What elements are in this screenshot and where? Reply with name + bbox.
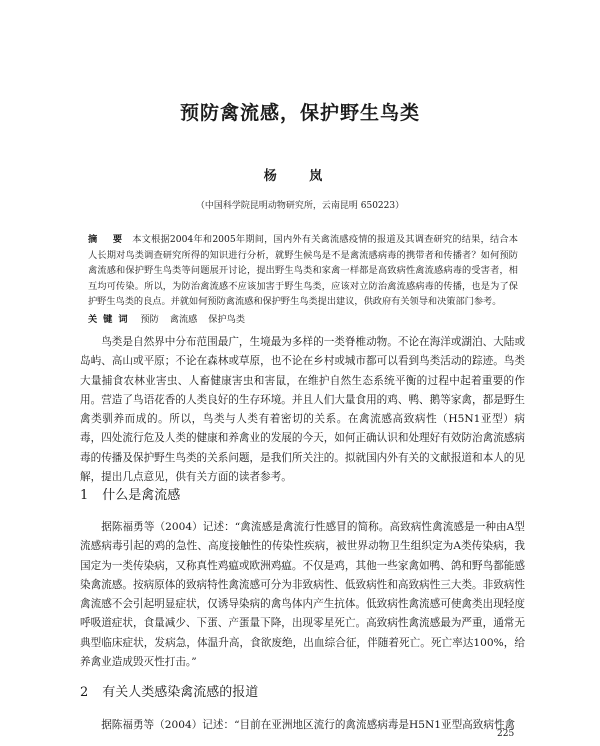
author-name: 杨 岚 — [263, 169, 337, 184]
keywords — [88, 311, 518, 325]
intro-paragraph: 鸟类是自然界中分布范围最广，生境最为多样的一类脊椎动物。不论在海洋或湖泊、大陆或岛屿、高山或平原；不论在森林或草原，也不论在乡村或城市都可以看到鸟类活动的踪迹。鸟类大量捕食农林业害虫、人畜健康害虫和害鼠，在维护自然生态系统平衡的过程中起着重要的作用。营造了鸟语花香的人类良好的生存环境。并且人们大量食用的鸡、鸭、鹅等家禽，都是野生禽类驯养而成的。所以，鸟类与人类有着密切的关系。在禽流感高致病性（H5N1亚型）病毒，四处流行危及人类的健康和养禽业的发展的今天，如何正确认识和处理好有效防治禽流感病毒的传播及保护野生鸟类的关系问题，是我们所关注的。拟就国内外有关的文献报道和本人的见解，提出几点意见，供有关方面的读者参考。 — [80, 336, 525, 484]
author-affiliation: （中国科学院昆明动物研究所，云南昆明 650223） — [195, 201, 405, 211]
keyword-item: 保护鸟类 — [208, 314, 246, 325]
section-number: 2 — [80, 685, 89, 700]
keywords-label: 关键词 — [88, 314, 134, 325]
section-title: 有关人类感染禽流感的报道 — [102, 685, 259, 700]
abstract-label: 摘 要 — [88, 234, 129, 245]
section-heading-2 — [80, 681, 258, 700]
paper-title: 预防禽流感，保护野生鸟类 — [179, 102, 420, 124]
abstract — [88, 232, 518, 310]
section-number: 1 — [80, 488, 89, 503]
section-2-paragraph: 据陈福勇等（2004）记述：“目前在亚洲地区流行的禽流感病毒是H5N1亚型高致病性禽 — [101, 719, 516, 731]
section-heading-1 — [80, 484, 180, 503]
abstract-text: 本文根据2004年和2005年期间，国内外有关禽流感疫情的报道及其调查研究的结果，结合本人长期对鸟类调查研究所得的知识进行分析，就野生候鸟是不是禽流感病毒的携带者和传播者？如何预防禽流感和保护野生鸟类等问题展开讨论，提出野生鸟类和家禽一样都是高致病性禽流感病毒的受害者，相互均可传染。所以，为防治禽流感不应该加害于野生鸟类，应该对立防治禽流感病毒的传播，也是为了保护野生鸟类的良点。并就如何预防禽流感和保护野生鸟类提出建议，供政府有关领导和决策部门参考。 — [88, 234, 518, 308]
page-number: 225 — [497, 729, 515, 739]
keyword-item: 禽流感 — [169, 314, 198, 325]
keyword-item: 预防 — [140, 314, 159, 325]
section-1-paragraph: 据陈福勇等（2004）记述：“禽流感是禽流行性感冒的简称。高致病性禽流感是一种由A型流感病毒引起的鸡的急性、高度接触性的传染性疾病，被世界动物卫生组织定为A类传染病，我国定为一类传染病，又称真性鸡瘟或欧洲鸡瘟。不仅是鸡，其他一些家禽如鸭、鸽和野鸟都能感染禽流感。按病原体的致病特性禽流感可分为非致病性、低致病性和高致病性三大类。非致病性禽流感不会引起明显症状，仅诱导染病的禽鸟体内产生抗体。低致病性禽流感可使禽类出现轻度呼吸道症状，食量减少、下蛋、产蛋量下降，出现零星死亡。高致病性禽流感最为严重，通常无典型临床症状，发病急，体温升高，食欲废绝，出血综合征，伴随着死亡。死亡率达100%，给养禽业造成毁灭性打击。” — [80, 521, 525, 669]
section-title: 什么是禽流感 — [102, 488, 181, 503]
